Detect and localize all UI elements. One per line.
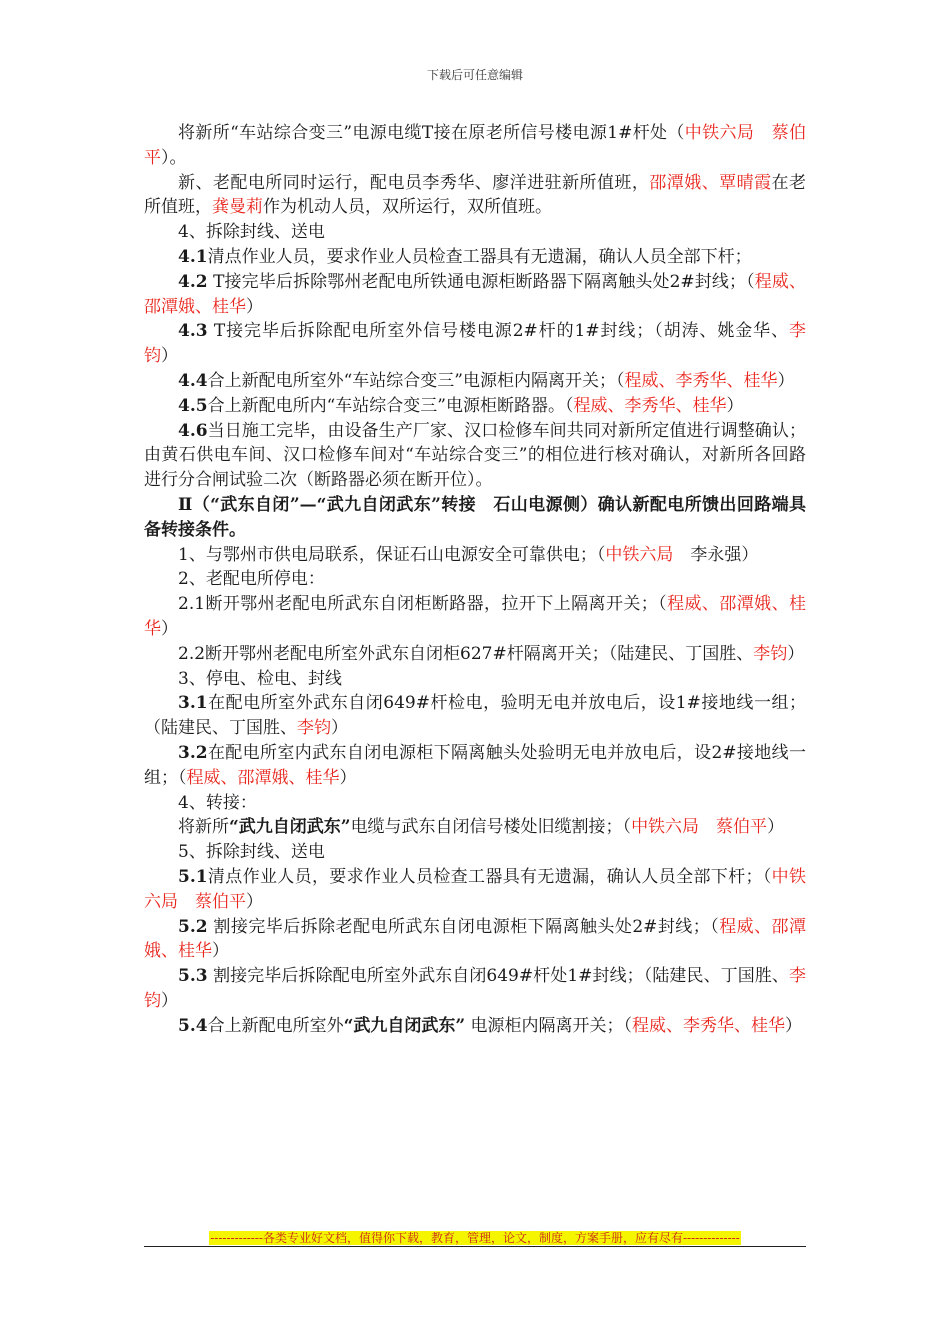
text-run: 5.4 [178, 1015, 208, 1036]
paragraph [144, 419, 806, 493]
text-run: ） [161, 990, 178, 1011]
text-run: ） [767, 817, 785, 838]
paragraph [144, 171, 806, 221]
highlighted-name-run: 中铁六局 [605, 544, 674, 565]
paragraph [144, 1014, 806, 1039]
paragraph [144, 915, 806, 965]
text-run: ）。 [161, 147, 187, 168]
text-run: ） [161, 346, 178, 367]
text-run: T接完毕后拆除鄂州老配电所铁通电源柜断路器下隔离触头处2#封线；（ [207, 271, 755, 292]
text-run: 3.1 [178, 693, 208, 714]
text-run: ） [246, 296, 263, 317]
highlighted-name-run: 程威、邵潭娥、桂华 [144, 594, 806, 639]
text-run: 电缆与武东自闭信号楼处旧缆割接；（ [350, 817, 632, 838]
highlighted-name-run: 程威、李秀华、桂华 [624, 370, 778, 391]
paragraph [144, 741, 806, 791]
text-run: 4.3 [178, 321, 208, 342]
text-run: 将新所 [178, 817, 229, 838]
paragraph [144, 567, 806, 592]
text-run: 清点作业人员，要求作业人员检查工器具有无遗漏，确认人员全部下杆； [207, 246, 752, 267]
paragraph [144, 592, 806, 642]
text-run: 在配电所室外武东自闭649#杆检电，验明无电并放电后，设1#接地线一组；（陆建民、丁国胜、 [144, 693, 806, 739]
text-run: ） [331, 718, 348, 739]
text-run: 3.2 [178, 742, 208, 763]
highlighted-name-run: 中铁六局 蔡伯平 [144, 123, 806, 168]
text-run: 4、转接： [178, 792, 257, 813]
text-run: 在老所值班， [144, 172, 807, 218]
paragraph [144, 319, 806, 369]
text-run: ） [785, 1015, 803, 1036]
text-run: 2、老配电所停电： [178, 569, 325, 590]
text-run: 4.5 [178, 395, 208, 416]
highlighted-name-run: 李钧 [297, 718, 331, 739]
paragraph [144, 642, 806, 667]
highlighted-name-run: 李钧 [753, 643, 788, 664]
text-run: 5、拆除封线、送电 [178, 842, 325, 863]
text-run: 电源柜内隔离开关；（ [465, 1015, 633, 1036]
text-run: ） [212, 941, 229, 962]
paragraph [144, 493, 806, 543]
highlighted-name-run: 程威、李秀华、桂华 [573, 395, 727, 416]
text-run: 2.1断开鄂州老配电所武东自闭柜断路器，拉开下上隔离开关；（ [178, 594, 668, 615]
text-run: 割接完毕后拆除老配电所武东自闭电源柜下隔离触头处2#封线；（ [207, 916, 720, 937]
paragraph [144, 245, 806, 270]
footer-rule [144, 1246, 806, 1247]
highlighted-name-run: 程威、邵潭娥、桂华 [144, 916, 807, 962]
text-run: T接完毕后拆除配电所室外信号楼电源2#杆的1#封线；（胡涛、姚金华、 [207, 321, 789, 342]
paragraph [144, 964, 806, 1014]
highlighted-name-run: 程威、邵潭娥、桂华 [144, 271, 807, 317]
paragraph [144, 394, 806, 419]
text-run: 合上新配电所室外“车站综合变三”电源柜内隔离开关；（ [207, 370, 625, 391]
document-body [144, 121, 806, 1038]
text-run: ） [339, 767, 357, 788]
highlighted-name-run: 李钧 [144, 966, 806, 1011]
text-run: 割接完毕后拆除配电所室外武东自闭649#杆处1#封线；（陆建民、丁国胜、 [207, 966, 789, 987]
text-run: 4.1 [178, 246, 208, 267]
text-run: 将新所“车站综合变三”电源电缆T接在原老所信号楼电源1#杆处（ [178, 123, 685, 143]
highlighted-name-run: 程威、李秀华、桂华 [632, 1015, 786, 1036]
paragraph [144, 865, 806, 915]
text-run: 清点作业人员，要求作业人员检查工器具有无遗漏，确认人员全部下杆；（ [207, 866, 772, 887]
text-run: “武九自闭武东” [343, 1015, 466, 1036]
paragraph [144, 691, 806, 741]
paragraph [144, 543, 806, 568]
highlighted-name-run: 中铁六局 蔡伯平 [631, 817, 768, 838]
highlighted-name-run: 李钧 [144, 321, 806, 367]
paragraph [144, 220, 806, 245]
text-run: 当日施工完毕，由设备生产厂家、汉口检修车间共同对新所定值进行调整确认；由黄石供电车间、汉口检修车间对“车站综合变三”的相位进行核对确认，对新所各回路进行分合闸试验二次（断路器必须在断开位）。 [144, 420, 806, 491]
text-run: 在配电所室内武东自闭电源柜下隔离触头处验明无电并放电后，设2#接地线一组；（ [144, 742, 806, 788]
footer-text: -------------各类专业好文档，值得你下载，教育，管理，论文，制度，方案手册，应有尽有-------------- [210, 1231, 740, 1245]
highlighted-name-run: 中铁六局 蔡伯平 [144, 866, 807, 912]
text-run: 5.1 [178, 866, 208, 887]
text-run: ） [161, 618, 178, 639]
paragraph [144, 815, 806, 840]
text-run: 4.6 [178, 420, 208, 441]
page-header: 下载后可任意编辑 [426, 68, 523, 82]
text-run: ） [246, 891, 263, 912]
paragraph [144, 270, 806, 320]
highlighted-name-run: 程威、邵潭娥、桂华 [186, 767, 340, 788]
text-run: ） [787, 643, 805, 664]
text-run: 4.4 [178, 370, 208, 391]
paragraph [144, 840, 806, 865]
text-run: 新、老配电所同时运行，配电员李秀华、廖洋进驻新所值班， [178, 172, 650, 193]
text-run: 作为机动人员，双所运行，双所值班。 [263, 197, 552, 218]
text-run: 2.2断开鄂州老配电所室外武东自闭柜627#杆隔离开关；（陆建民、丁国胜、 [178, 643, 754, 664]
footer-banner [0, 1227, 950, 1246]
text-run: 3、停电、检电、封线 [178, 668, 342, 689]
paragraph [144, 791, 806, 816]
text-run: Ⅱ（“武东自闭”—“武九自闭武东”转接 石山电源侧）确认新配电所馈出回路端具备转接条件。 [144, 494, 806, 540]
highlighted-name-run: 龚曼莉 [212, 197, 263, 218]
text-run: ） [726, 395, 744, 416]
text-run: 5.2 [178, 916, 208, 937]
text-run: 4.2 [178, 271, 208, 292]
text-run: 4、拆除封线、送电 [178, 222, 325, 243]
text-run: ） [777, 370, 795, 391]
text-run: 李永强） [673, 544, 759, 565]
paragraph [144, 667, 806, 692]
text-run: 合上新配电所室外 [207, 1015, 344, 1036]
text-run: 合上新配电所内“车站综合变三”电源柜断路器。（ [207, 395, 574, 416]
highlighted-name-run: 邵潭娥、覃晴霞 [649, 172, 772, 193]
text-run: “武九自闭武东” [229, 817, 351, 838]
paragraph [144, 369, 806, 394]
text-run: 1、与鄂州市供电局联系，保证石山电源安全可靠供电；（ [178, 544, 606, 565]
text-run: 5.3 [178, 966, 208, 987]
paragraph [144, 121, 806, 171]
